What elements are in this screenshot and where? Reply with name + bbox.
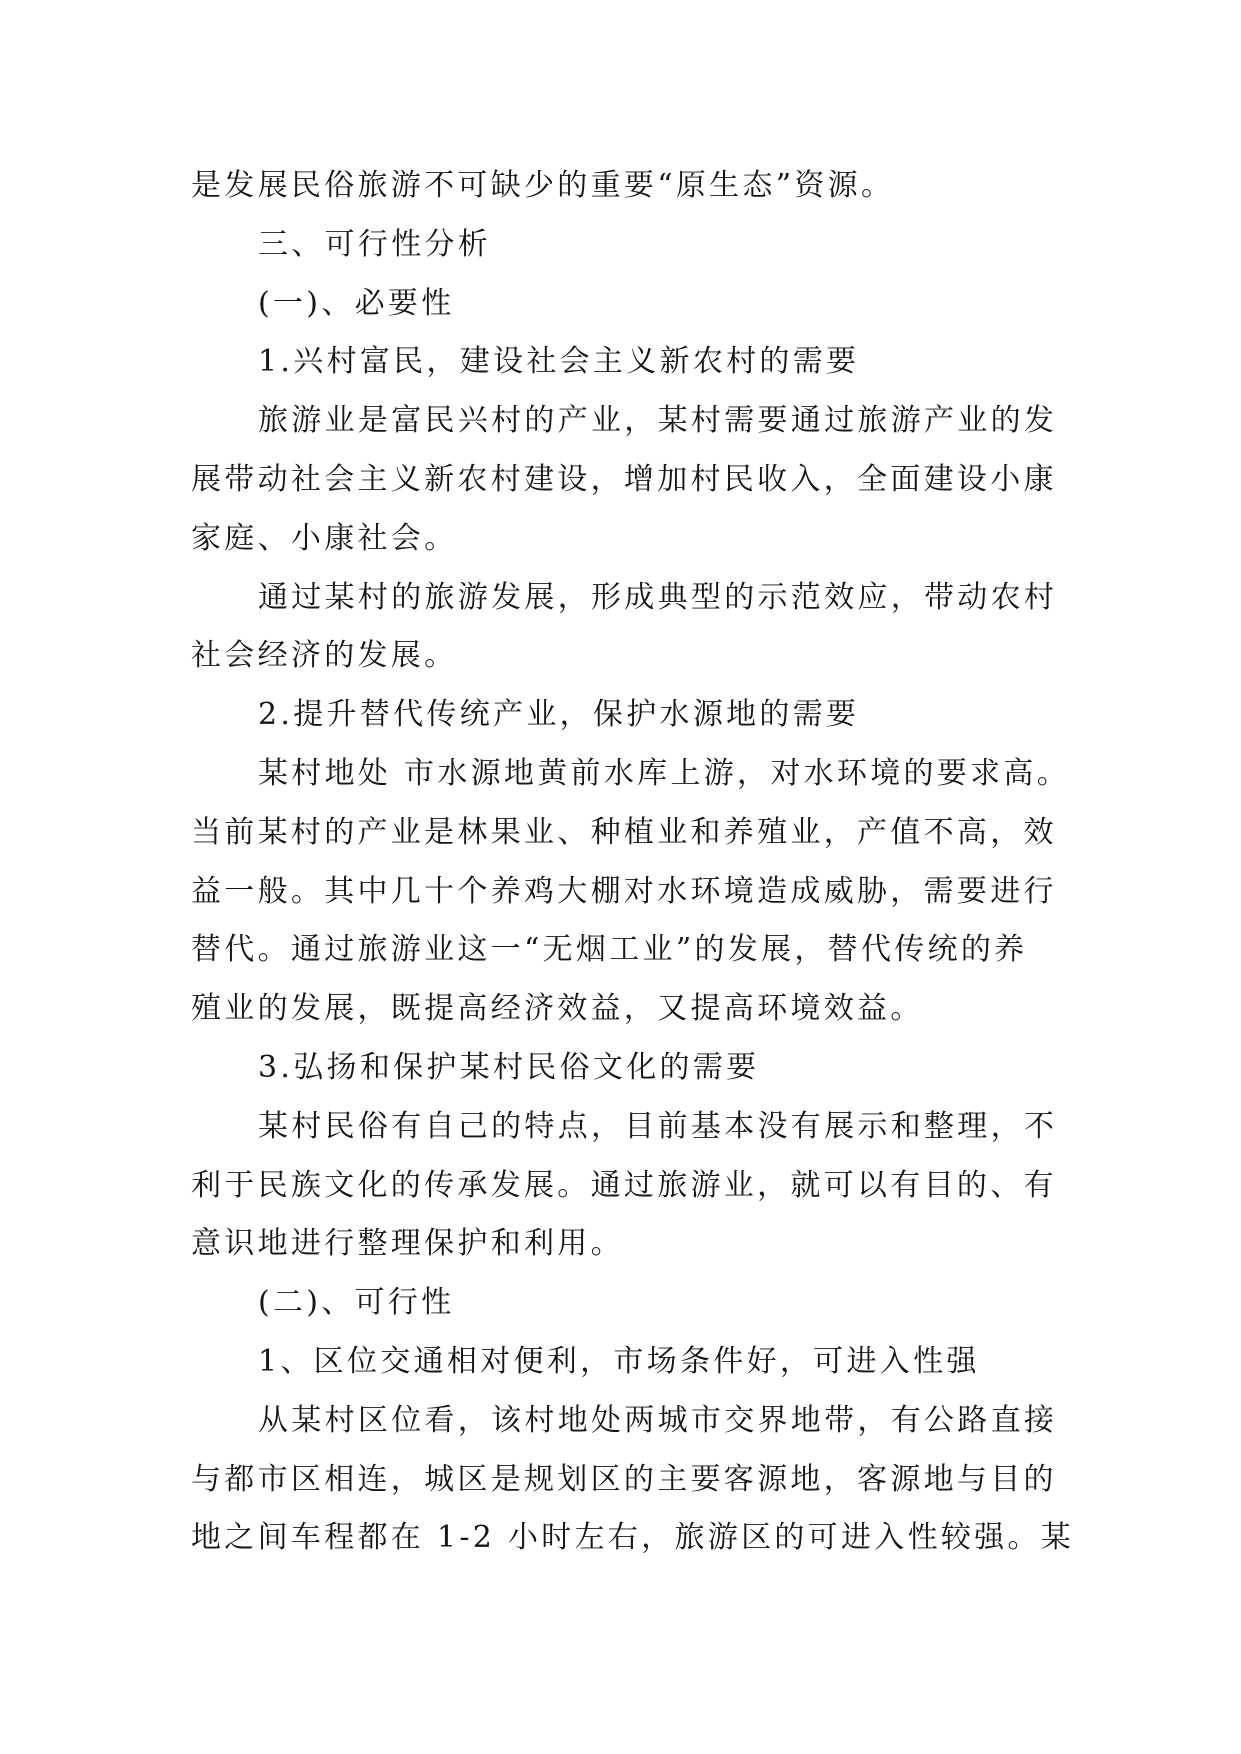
paragraph-line: 旅游业是富民兴村的产业，某村需要通过旅游产业的发	[258, 403, 1058, 439]
item-heading: 1、区位交通相对便利，市场条件好，可进入性强	[258, 1343, 980, 1379]
paragraph-line: 展带动社会主义新农村建设，增加村民收入，全面建设小康	[191, 461, 1057, 497]
paragraph-line: 利于民族文化的传承发展。通过旅游业，就可以有目的、有	[191, 1167, 1057, 1203]
paragraph-line: 地之间车程都在 1-2 小时左右，旅游区的可进入性较强。某	[191, 1520, 1075, 1556]
paragraph-line: 益一般。其中几十个养鸡大棚对水环境造成威胁，需要进行	[191, 873, 1057, 909]
paragraph-line: 与都市区相连，城区是规划区的主要客源地，客源地与目的	[191, 1461, 1057, 1497]
item-heading: 3.弘扬和保护某村民俗文化的需要	[258, 1049, 760, 1085]
item-heading: 2.提升替代传统产业，保护水源地的需要	[258, 697, 860, 733]
subsection-heading: (二)、可行性	[258, 1285, 455, 1321]
paragraph-line: 某村民俗有自己的特点，目前基本没有展示和整理，不	[258, 1108, 1058, 1144]
section-heading: 三、可行性分析	[258, 226, 492, 262]
paragraph-line: 从某村区位看，该村地处两城市交界地带，有公路直接	[258, 1402, 1058, 1438]
paragraph-line: 家庭、小康社会。	[191, 520, 458, 556]
document-body	[191, 157, 1151, 1568]
item-heading: 1.兴村富民，建设社会主义新农村的需要	[258, 344, 860, 380]
paragraph-line: 通过某村的旅游发展，形成典型的示范效应，带动农村	[258, 579, 1058, 615]
paragraph-line: 殖业的发展，既提高经济效益，又提高环境效益。	[191, 991, 924, 1027]
paragraph-line: 社会经济的发展。	[191, 638, 458, 674]
paragraph-line: 替代。通过旅游业这一“无烟工业”的发展，替代传统的养	[191, 932, 1028, 968]
paragraph-line: 当前某村的产业是林果业、种植业和养殖业，产值不高，效	[191, 814, 1057, 850]
subsection-heading: (一)、必要性	[258, 285, 455, 321]
paragraph-line: 是发展民俗旅游不可缺少的重要“原生态”资源。	[191, 168, 895, 203]
paragraph-line: 某村地处 市水源地黄前水库上游，对水环境的要求高。	[258, 755, 1071, 791]
paragraph-line: 意识地进行整理保护和利用。	[191, 1226, 624, 1262]
